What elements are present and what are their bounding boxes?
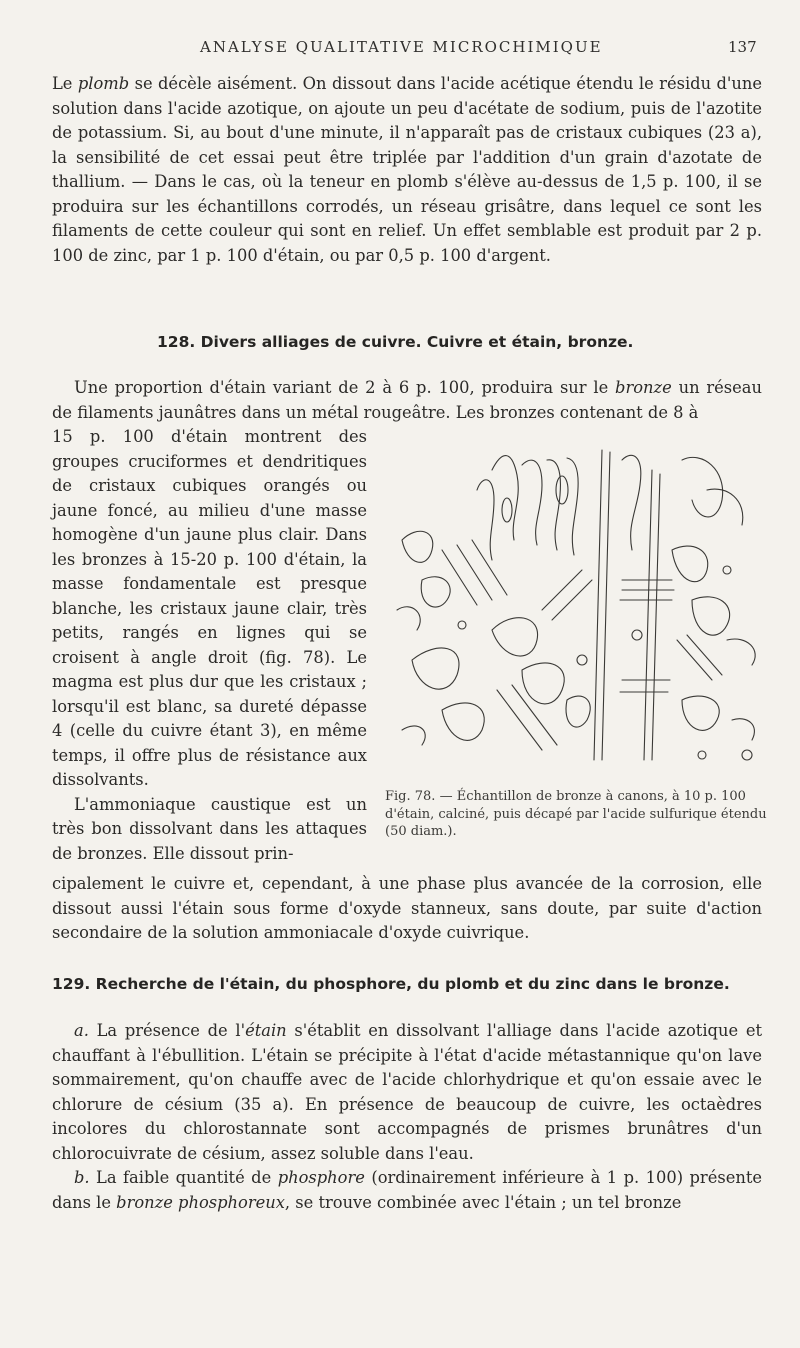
running-header (0, 38, 800, 58)
text-run: L'ammoniaque caustique est un très bon dissolvant dans les attaques de bronzes. Elle dissout prin- (52, 794, 367, 863)
left-column-text (52, 425, 367, 866)
text-run: se décèle aisément. On dissout dans l'acide acétique étendu le résidu d'une solution dans l'acide azotique, on ajoute un peu d'acétate de sodium, puis de l'azotite de potassium. Si, au bout d'une minute, il n'apparaît pas de cristaux cubiques (23 a), la sensibilité de cet essai peut être triplée par l'addition d'un grain d'azotate de thallium. — Dans le cas, où la teneur en plomb s'élève au-dessus de 1,5 p. 100, il se produira sur les échantillons corrodés, un réseau grisâtre, dans lequel ce sont les filaments de cette couleur qui sont en relief. Un effet semblable est produit par 2 p. 100 de zinc, par 1 p. 100 d'étain, ou par 0,5 p. 100 d'argent. (52, 74, 763, 265)
italic-term: bronze phosphoreux (116, 1192, 285, 1212)
paragraph-bronze-intro (52, 376, 762, 425)
paragraph-plomb (52, 72, 762, 268)
text-run: Une proportion d'étain variant de 2 à 6 p. 100, produira sur le (74, 378, 616, 397)
italic-term: étain (245, 1021, 287, 1040)
italic-term: plomb (77, 74, 130, 93)
section-heading-129: 129. Recherche de l'étain, du phosphore, du plomb et du zinc dans le bronze. (52, 975, 730, 993)
page-number: 137 (728, 38, 757, 56)
text-run: La faible quantité de (89, 1168, 278, 1187)
paragraph-a-etain (52, 1019, 762, 1166)
paragraph-b-phosphore (52, 1166, 762, 1215)
text-run: un réseau de filaments jaunâtres dans un métal rougeâtre. Les bronzes contenant de 8 à (52, 378, 762, 422)
paragraph-ammoniaque-end: cipalement le cuivre et, cependant, à une phase plus avancée de la corrosion, elle dissout aussi l'étain sous forme d'oxyde stanneux, sans doute, par suite d'action secondaire de la solution ammoniacale d'oxyde cuivrique. (52, 874, 762, 942)
text-run: La présence de l' (88, 1021, 246, 1040)
figure-caption (385, 788, 770, 841)
text-run: (ordinairement inférieure à 1 p. 100) présente dans le (52, 1168, 763, 1212)
paragraph-bronze-details: 15 p. 100 d'étain montrent des groupes cruciformes et dendritiques de cristaux cubiques orangés ou jaune foncé, au milieu d'une masse homogène d'un jaune plus clair. Dans les bronzes à 15-20 p. 100 d'étain, la masse fondamentale est presque blanche, les cristaux jaune clair, très petits, rangés en lignes qui se croisent à angle droit (fig. 78). Le magma est plus dur que les cristaux ; lorsqu'il est blanc, sa dureté dépasse 4 (celle du cuivre étant 3), en même temps, il offre plus de résistance aux dissolvants. (52, 427, 367, 789)
item-marker: b. (74, 1168, 90, 1187)
paragraph-ammoniaque-start (52, 793, 367, 867)
text-run: , se trouve combinée avec l'étain ; un tel bronze (284, 1192, 682, 1212)
italic-term: phosphore (277, 1168, 365, 1187)
item-marker: a. (74, 1021, 89, 1040)
running-title: ANALYSE QUALITATIVE MICROCHIMIQUE (200, 38, 603, 56)
text-run: s'établit en dissolvant l'alliage dans l'acide azotique et chauffant à l'ébullition. L'étain se précipite à l'état d'acide métastannique qu'on lave sommairement, qu'on chauffe avec de l'acide chlorhydrique et qu'on essaie avec le chlorure de césium (35 a). En présence de beaucoup de cuivre, les octaèdres incolores du chlorostannate sont accompagnés de prismes brunâtres d'un chlorocuivrate de césium, assez soluble dans l'eau. (52, 1021, 762, 1163)
figure-caption-text: — Échantillon de bronze à canons, à 10 p. 100 d'étain, calciné, puis décapé par l'acide sulfurique étendu (50 diam.). (385, 789, 767, 839)
figure-label: Fig. 78. (385, 789, 436, 804)
section-heading-128: 128. Divers alliages de cuivre. Cuivre et étain, bronze. (157, 333, 634, 351)
italic-term: bronze (615, 378, 672, 397)
text-run: Le (52, 74, 78, 93)
micrograph-figure (382, 430, 772, 770)
